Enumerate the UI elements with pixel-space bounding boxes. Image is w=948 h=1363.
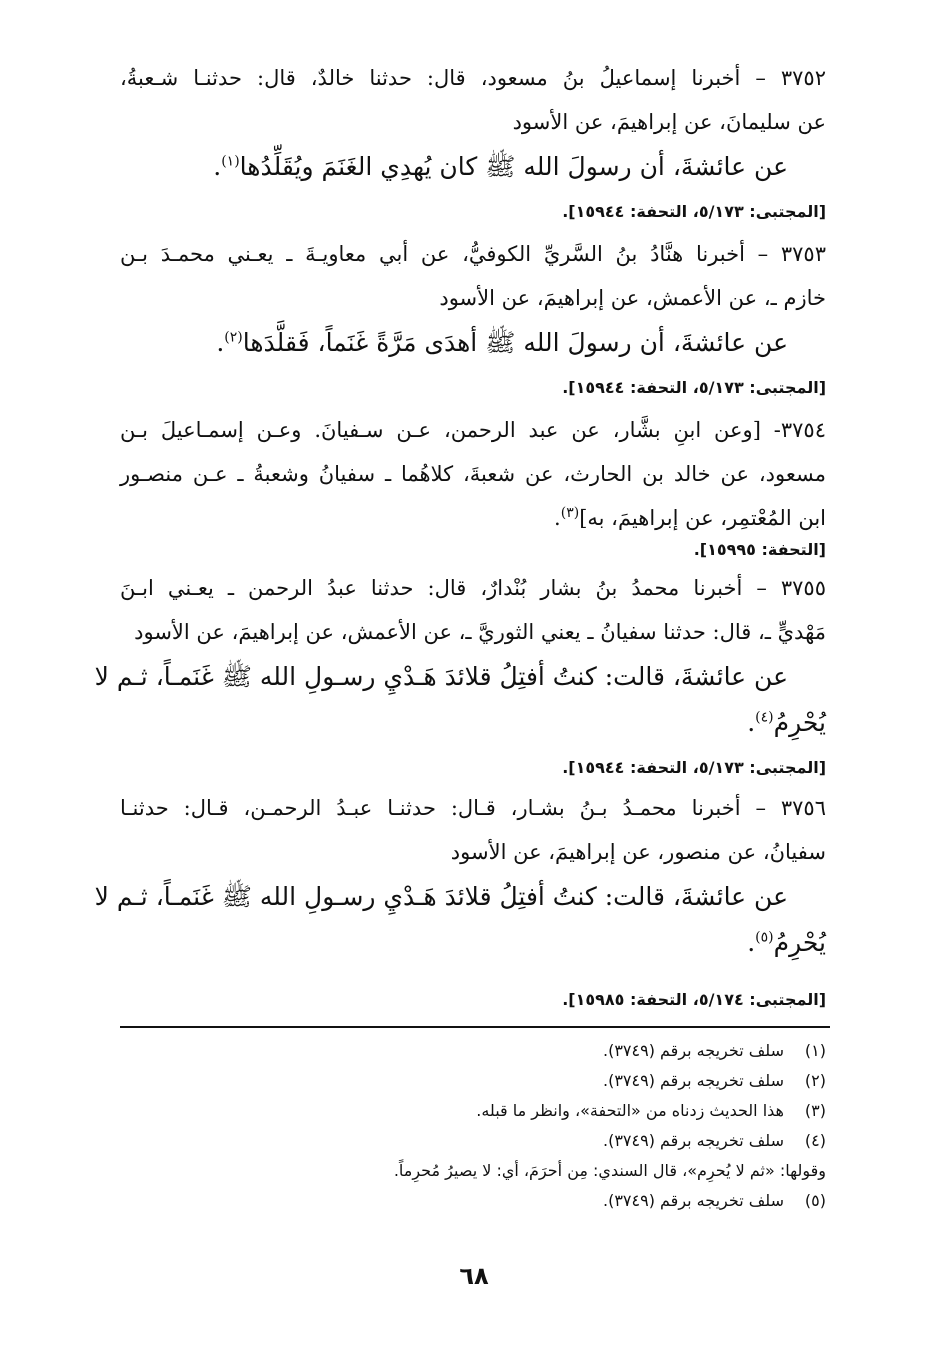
footnote-number: (٥) [804, 1191, 826, 1210]
footnote-reference: (١) [221, 153, 240, 170]
matn-line: عن عائشةَ، قالت: كنتُ أفتِلُ قلائدَ هَـدْيِ رسـولِ الله ﷺ غَنَمـاً، ثـم لا [94, 882, 788, 911]
matn-text: عن عائشةَ، أن رسولَ الله ﷺ أهدَى مَرَّةً غَنَماً، فَقلَّدَها [242, 328, 788, 357]
isnad-line: ٣٧٥٥ – أخبرنا محمدُ بنُ بشار بُنْدارٌ، قال: حدثنا عبدُ الرحمن ـ يعـني ابـنَ [120, 576, 826, 600]
footnote-text: سلف تخريجه برقم (٣٧٤٩). [602, 1071, 784, 1090]
matn-text: يُحْرِمُ [773, 708, 826, 737]
matn-end: . [747, 928, 756, 957]
footnote [120, 1066, 826, 1096]
matn-line [120, 700, 826, 746]
isnad-line: مسعود، عن خالد بن الحارث، عن شعبةَ، كلاهُما ـ سفيانُ وشعبةُ ـ عـن منصـور [120, 462, 826, 486]
hadith-entry [120, 232, 826, 366]
source-reference: [المجتبى: ٥/١٧٣، التحفة: ١٥٩٤٤]. [562, 202, 826, 221]
isnad-line: ٣٧٥٣ – أخبرنا هنَّادُ بنُ السَّريِّ الكوفيُّ، عن أبي معاويـةَ ـ يعـني محمـدَ بـن [120, 242, 826, 266]
footnote [120, 1186, 826, 1216]
matn-text: يُحْرِمُ [773, 928, 826, 957]
matn-end: . [216, 328, 225, 357]
footnote-text: سلف تخريجه برقم (٣٧٤٩). [602, 1131, 784, 1150]
isnad-line: خازم ـ، عن الأعمش، عن إبراهيمَ، عن الأسود [439, 286, 826, 310]
footnote-continuation [120, 1156, 826, 1186]
hadith-entry [94, 566, 826, 746]
footnote [120, 1036, 826, 1066]
matn-line [120, 920, 826, 966]
hadith-entry [120, 56, 826, 190]
isnad-line [120, 496, 826, 540]
footnote-text: سلف تخريجه برقم (٣٧٤٩). [602, 1191, 784, 1210]
matn-text: عن عائشةَ، أن رسولَ الله ﷺ كان يُهدِي الغَنَمَ ويُقَلِّدُها [239, 152, 788, 181]
isnad-line: عن سليمانَ، عن إبراهيمَ، عن الأسود [512, 110, 826, 134]
matn-end: . [747, 708, 756, 737]
isnad-end: . [554, 506, 561, 530]
footnote-reference: (٢) [224, 329, 243, 346]
source-reference: [التحفة: ١٥٩٩٥]. [693, 540, 826, 559]
footnote-number: (٤) [804, 1131, 826, 1150]
footnote-reference: (٣) [560, 505, 580, 521]
matn-line [120, 320, 826, 366]
isnad-line: ٣٧٥٤- [وعن ابنِ بشَّار، عن عبد الرحمن، عـن سـفيانَ. وعـن إسمـاعيلَ بـن [120, 418, 826, 442]
isnad-line: ٣٧٥٢ – أخبرنا إسماعيلُ بنُ مسعود، قال: حدثنا خالدٌ، قال: حدثنـا شـعبةُ، [120, 66, 826, 90]
matn-line [120, 144, 826, 190]
source-reference: [المجتبى: ٥/١٧٣، التحفة: ١٥٩٤٤]. [562, 378, 826, 397]
footnotes [120, 1036, 826, 1216]
hadith-entry [94, 786, 826, 966]
isnad-line: مَهْديٍّ ـ، قال: حدثنا سفيانُ ـ يعني الثوريَّ ـ، عن الأعمش، عن إبراهيمَ، عن الأسود [134, 620, 826, 644]
source-reference: [المجتبى: ٥/١٧٣، التحفة: ١٥٩٤٤]. [562, 758, 826, 777]
source-reference: [المجتبى: ٥/١٧٤، التحفة: ١٥٩٨٥]. [562, 990, 826, 1009]
matn-line: عن عائشةَ، قالت: كنتُ أفتِلُ قلائدَ هَـدْيِ رسـولِ الله ﷺ غَنَمـاً، ثـم لا [94, 662, 788, 691]
footnote-reference: (٥) [755, 929, 774, 946]
footnote [120, 1096, 826, 1126]
footnote-text: وقولها: «ثم لا يُحرِم»، قال السندي: مِن أحرَمَ، أي: لا يصيرُ مُحرِماً. [393, 1161, 826, 1180]
page-number: ٦٨ [459, 1262, 489, 1290]
footnote [120, 1126, 826, 1156]
isnad-line: سفيانُ، عن منصور، عن إبراهيمَ، عن الأسود [450, 840, 826, 864]
isnad-text: ابن المُعْتمِر، عن إبراهيمَ، به] [579, 506, 826, 530]
footnote-number: (٣) [804, 1101, 826, 1120]
footnote-text: هذا الحديث زدناه من «التحفة»، وانظر ما قبله. [476, 1101, 784, 1120]
footnote-number: (٢) [804, 1071, 826, 1090]
footnote-text: سلف تخريجه برقم (٣٧٤٩). [602, 1041, 784, 1060]
isnad-line: ٣٧٥٦ – أخبرنا محمـدُ بـنُ بشـار، قـال: حدثنـا عبـدُ الرحمـن، قـال: حدثنـا [120, 796, 826, 820]
footnote-divider [120, 1026, 830, 1028]
footnote-number: (١) [804, 1041, 826, 1060]
footnote-reference: (٤) [755, 709, 774, 726]
hadith-entry [120, 408, 826, 540]
matn-end: . [213, 152, 222, 181]
